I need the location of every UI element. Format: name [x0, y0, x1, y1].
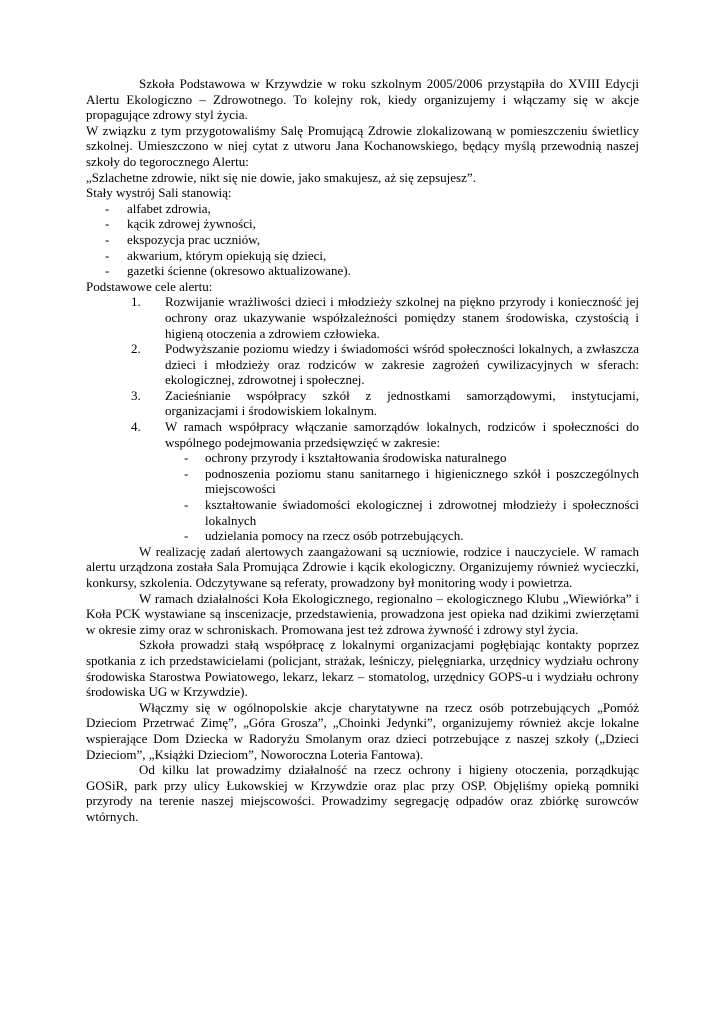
goal-text: Zacieśnianie współpracy szkół z jednostkami samorządowymi, instytucjami, organizacjami i środowiskiem lokalnym. [165, 387, 639, 419]
decor-heading: Stały wystrój Sali stanowią: [86, 185, 232, 201]
goals-list [86, 294, 639, 544]
charity-paragraph: Włączmy się w ogólnopolskie akcje charytatywne na rzecz osób potrzebujących „Pomóż Dzieciom Przetrwać Zimę”, „Góra Grosza”, „Choinki Jedynki”, organizujemy również akcje lokalne wspierające Dom Dziecka w Radoryżu Smolanym oraz dzieci potrzebujące z naszej szkoły („Dzieci Dzieciom”, „Książki Dzieciom”, Noworoczna Loteria Fantowa). [86, 699, 639, 762]
goal-item [86, 388, 639, 419]
goal-number: 3. [131, 387, 141, 403]
cooperation-paragraph: Szkoła prowadzi stałą współpracę z lokalnymi organizacjami pogłębiając kontakty poprzez spotkania z ich przedstawicielami (policjant, strażak, leśniczy, pielęgniarka, urzędnicy wydziału ochrony środowiska Starostwa Powiatowego, lekarz, lekarz – stomatolog, urzędnicy GOPS-u i wydziału ochrony środowiska UG w Krzywdzie). [86, 637, 639, 700]
goal-4-sublist [165, 450, 639, 544]
environment-paragraph: Od kilku lat prowadzimy działalność na rzecz ochrony i higieny otoczenia, porządkując GOSiR, park przy ulicy Łukowskiej w Krzywdzie oraz plac przy OSP. Objęliśmy opieką pomniki przyrody na terenie naszej miejscowości. Prowadzimy segregację odpadów oraz zbiórkę surowców wtórnych. [86, 762, 639, 824]
goal-text: Podwyższanie poziomu wiedzy i świadomości wśród społeczności lokalnych, a zwłaszcza dzieci i młodzieży oraz rodziców w zakresie zagrożeń cywilizacyjnych w sferach: ekologicznej, zdrowotnej i społecznej. [165, 341, 639, 388]
list-item: - ekspozycja prac uczniów, [86, 232, 639, 248]
goal-number: 4. [131, 419, 141, 435]
sub-list-item: - podnoszenia poziomu stanu sanitarnego i higienicznego szkół i poszczególnych miejscowości [165, 466, 639, 497]
clubs-paragraph: W ramach działalności Koła Ekologicznego, regionalno – ekologicznego Klubu „Wiewiórka” i Koła PCK wystawiane są inscenizacje, przedstawienia, prowadzona jest opieka nad dzikimi zwierzętami w okresie zimy oraz w schroniskach. Promowana jest też zdrowa żywność i zdrowy styl życia. [86, 590, 639, 637]
room-paragraph: W związku z tym przygotowaliśmy Salę Promującą Zdrowie zlokalizowaną w pomieszczeniu świetlicy szkolnej. Umieszczono w niej cytat z utworu Jana Kochanowskiego, będący myślą przewodnią naszej szkoły do tegorocznego Alertu: [86, 122, 639, 169]
goal-number: 2. [131, 341, 141, 357]
list-item: - akwarium, którym opiekują się dzieci, [86, 248, 639, 264]
goal-text: W ramach współpracy włączanie samorządów lokalnych, rodziców i społeczności do wspólnego podejmowania przedsięwzięć w zakresie: [165, 419, 639, 450]
list-item: - gazetki ścienne (okresowo aktualizowane). [86, 263, 639, 279]
motto-quote: „Szlachetne zdrowie, nikt się nie dowie, jako smakujesz, aż się zepsujesz”. [86, 169, 476, 185]
goals-heading: Podstawowe cele alertu: [86, 278, 213, 294]
sub-list-item: - ochrony przyrody i kształtowania środowiska naturalnego [165, 450, 639, 466]
decor-list [86, 201, 639, 279]
list-item: - kącik zdrowej żywności, [86, 216, 639, 232]
document-body [86, 76, 639, 825]
goal-item [86, 341, 639, 388]
goal-number: 1. [131, 294, 141, 310]
activities-paragraph: W realizację zadań alertowych zaangażowani są uczniowie, rodzice i nauczyciele. W ramach alertu urządzona została Sala Promująca Zdrowie i kącik ekologiczny. Organizujemy również wycieczki, konkursy, szkolenia. Odczytywane są referaty, prowadzony był monitoring wody i powietrza. [86, 543, 639, 590]
sub-list-item: - udzielania pomocy na rzecz osób potrzebujących. [165, 528, 639, 544]
goal-item [86, 294, 639, 341]
list-item: - alfabet zdrowia, [86, 201, 639, 217]
intro-paragraph: Szkoła Podstawowa w Krzywdzie w roku szkolnym 2005/2006 przystąpiła do XVIII Edycji Alertu Ekologiczno – Zdrowotnego. To kolejny rok, kiedy organizujemy i włączamy się w akcje propagujące zdrowy styl życia. [86, 76, 639, 123]
sub-list-item: - kształtowanie świadomości ekologicznej i zdrowotnej młodzieży i społeczności lokalnych [165, 497, 639, 528]
goal-text: Rozwijanie wrażliwości dzieci i młodzieży szkolnej na piękno przyrody i konieczność jej ochrony oraz ukazywanie współzależności pomiędzy stanem środowiska, czystością i higieną otoczenia a zdrowiem człowieka. [165, 294, 639, 341]
goal-item [86, 419, 639, 544]
